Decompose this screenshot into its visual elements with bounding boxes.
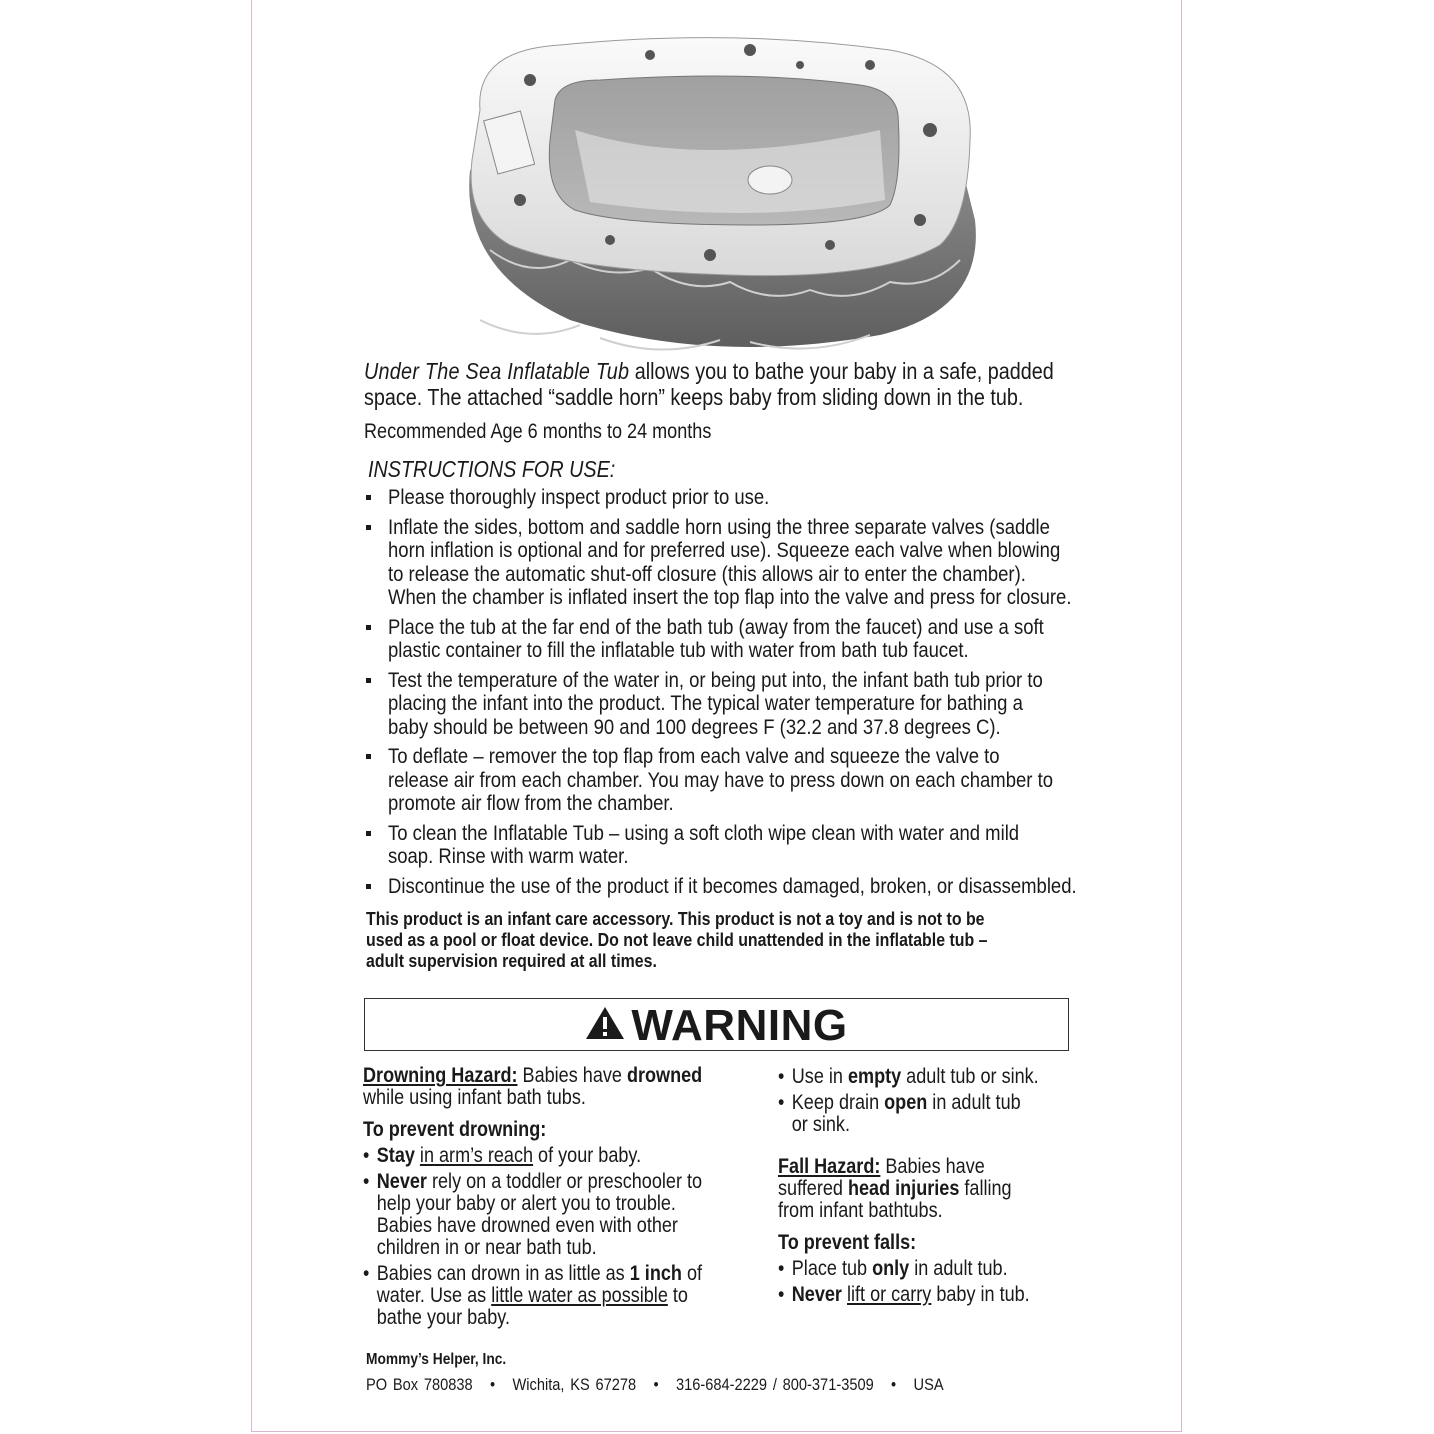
warning-label: WARNING [631,1001,848,1050]
safety-notice: This product is an infant care accessory. This product is not a toy and is not to be used as a pool or float device. Do not leave child unattended in the inflatable tub – adult supervision required at all times. [366,908,988,971]
instruction-item: To deflate – remover the top flap from each valve and squeeze the valve to release air from each chamber. You may have to press down on each chamber to promote air flow from the chamber. [366,745,1186,816]
fall-hazard-section: Fall Hazard: Babies have suffered head injuries falling from infant bathtubs. [778,1155,1012,1222]
inflatable-tub-illustration [450,20,990,360]
drowning-hazard-section: Drowning Hazard: Babies have drowned while using infant bath tubs. To prevent drowning: • Stay in arm’s reach of your baby. • Never rely on a toddler or preschooler to help your baby or alert you to trouble. Babies have drowned even with other children in or near bath tub. • Babies can drown in as little as 1 inch of water. Use as little water as possible to bathe your baby. [363,1065,757,1329]
instruction-item: To clean the Inflatable Tub – using a soft cloth wipe clean with water and mild soap. Rinse with warm water. [366,822,1186,869]
instruction-item: Discontinue the use of the product if it becomes damaged, broken, or disassembled. [366,875,1186,899]
company-address: PO Box 780838 • Wichita, KS 67278 • 316-684-2229 / 800-371-3509 • USA [366,1375,944,1394]
right-warning-column: • Use in empty adult tub or sink. • Keep drain open in adult tub or sink. Fall Hazard: Babies have suffered head injuries falling from infant bathtubs. To prevent falls: • Place tub only in adult tub. • Never lift or carry baby in tub. [778,1066,1081,1306]
instruction-item: Test the temperature of the water in, or being put into, the infant bath tub prior to placing the infant into the product. The typical water temperature for bathing a baby should be between 90 and 100 degrees F (32.2 and 37.8 degrees C). [366,669,1186,740]
product-intro: Under The Sea Inflatable Tub allows you to bathe your baby in a safe, padded space. The attached “saddle horn” keeps baby from sliding down in the tub. [364,358,1054,410]
instructions-list [366,486,1186,904]
warning-triangle-icon [585,1006,625,1040]
product-title: Under The Sea Inflatable Tub [364,358,630,384]
intro-line-2: space. The attached “saddle horn” keeps baby from sliding down in the tub. [364,384,1024,410]
instructions-heading: INSTRUCTIONS FOR USE: [368,456,616,482]
instruction-item: Place the tub at the far end of the bath tub (away from the faucet) and use a soft plastic container to fill the inflatable tub with water from bath tub faucet. [366,616,1186,663]
instruction-item: Please thoroughly inspect product prior to use. [366,486,1186,510]
recommended-age: Recommended Age 6 months to 24 months [364,420,712,443]
instruction-item: Inflate the sides, bottom and saddle horn using the three separate valves (saddle horn inflation is optional and for preferred use). Squeeze each valve when blowing to release the automatic shut-off closure (this allows air to enter the chamber). When the chamber is inflated insert the top flap into the valve and press for closure. [366,516,1186,610]
warning-banner [364,998,1069,1051]
company-name: Mommy’s Helper, Inc. [366,1351,507,1368]
